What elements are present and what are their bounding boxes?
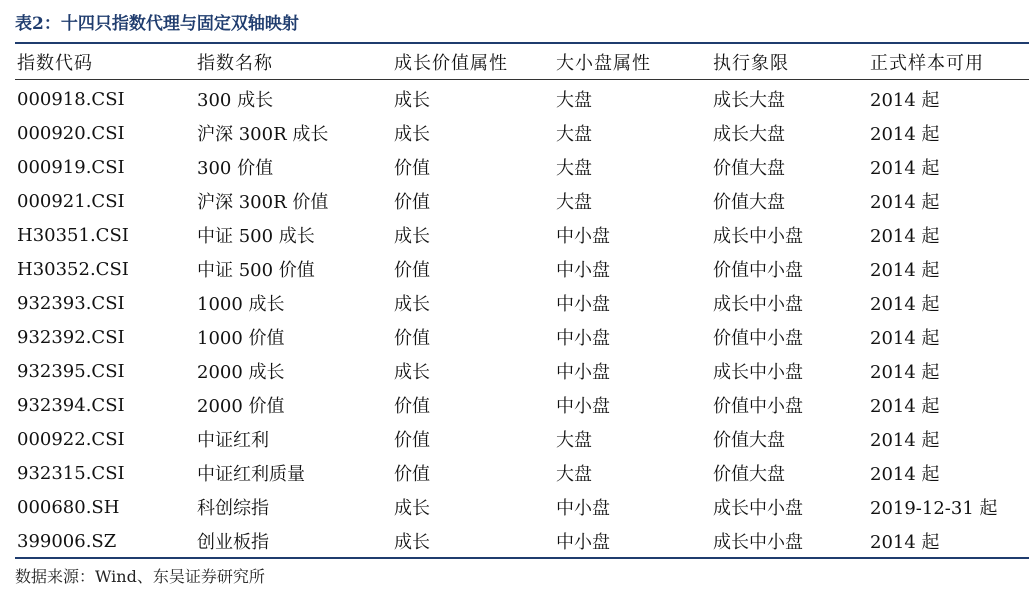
cell-size: 中小盘: [556, 362, 610, 383]
cell-size: 中小盘: [556, 396, 610, 417]
cell-index-code: 000680.SH: [17, 496, 120, 518]
cell-index-name: 中证红利: [197, 430, 269, 451]
table-row: [15, 422, 1029, 456]
cell-growth-value: 成长: [394, 90, 430, 111]
cell-size: 大盘: [556, 90, 592, 111]
table-row: [15, 150, 1029, 184]
cell-quadrant: 成长中小盘: [713, 498, 803, 519]
cell-quadrant: 成长中小盘: [713, 362, 803, 383]
cell-index-name: 2000 成长: [197, 362, 285, 383]
cell-growth-value: 成长: [394, 124, 430, 145]
cell-sample-available: 2014 起: [870, 158, 940, 179]
cell-index-code: 000920.CSI: [17, 122, 125, 144]
table-title: 表2：十四只指数代理与固定双轴映射: [15, 14, 299, 34]
cell-index-code: 932395.CSI: [17, 360, 125, 382]
cell-sample-available: 2014 起: [870, 260, 940, 281]
cell-size: 中小盘: [556, 328, 610, 349]
header-index-name: 指数名称: [197, 52, 273, 74]
header-quadrant: 执行象限: [713, 52, 789, 74]
cell-growth-value: 价值: [394, 260, 430, 281]
cell-sample-available: 2014 起: [870, 294, 940, 315]
cell-sample-available: 2019-12-31 起: [870, 498, 998, 519]
cell-quadrant: 价值中小盘: [713, 328, 803, 349]
cell-growth-value: 成长: [394, 294, 430, 315]
cell-size: 中小盘: [556, 498, 610, 519]
cell-size: 中小盘: [556, 260, 610, 281]
table-row: [15, 456, 1029, 490]
cell-growth-value: 价值: [394, 158, 430, 179]
table-row: [15, 286, 1029, 320]
cell-index-code: 000919.CSI: [17, 156, 125, 178]
cell-sample-available: 2014 起: [870, 328, 940, 349]
cell-sample-available: 2014 起: [870, 532, 940, 553]
cell-index-name: 1000 价值: [197, 328, 285, 349]
bottom-rule: [15, 557, 1029, 559]
cell-sample-available: 2014 起: [870, 90, 940, 111]
cell-growth-value: 价值: [394, 464, 430, 485]
cell-quadrant: 价值中小盘: [713, 396, 803, 417]
cell-index-name: 中证 500 价值: [197, 260, 315, 281]
cell-sample-available: 2014 起: [870, 362, 940, 383]
cell-index-code: H30352.CSI: [17, 258, 129, 280]
cell-size: 大盘: [556, 430, 592, 451]
cell-growth-value: 成长: [394, 226, 430, 247]
cell-quadrant: 成长中小盘: [713, 226, 803, 247]
cell-sample-available: 2014 起: [870, 464, 940, 485]
cell-index-code: 932392.CSI: [17, 326, 125, 348]
header-rule: [15, 79, 1029, 80]
cell-growth-value: 价值: [394, 328, 430, 349]
cell-index-name: 沪深 300R 价值: [197, 192, 329, 213]
header-growth-value: 成长价值属性: [394, 52, 508, 74]
cell-size: 大盘: [556, 124, 592, 145]
table-row: [15, 354, 1029, 388]
cell-size: 大盘: [556, 158, 592, 179]
cell-quadrant: 成长中小盘: [713, 294, 803, 315]
cell-index-code: 932393.CSI: [17, 292, 125, 314]
table-row: [15, 320, 1029, 354]
cell-index-code: 932394.CSI: [17, 394, 125, 416]
table-header-row: [15, 44, 1029, 79]
cell-growth-value: 价值: [394, 430, 430, 451]
table-row: [15, 252, 1029, 286]
cell-index-name: 创业板指: [197, 532, 269, 553]
cell-quadrant: 成长大盘: [713, 90, 785, 111]
cell-quadrant: 价值大盘: [713, 192, 785, 213]
cell-growth-value: 价值: [394, 396, 430, 417]
cell-index-code: H30351.CSI: [17, 224, 129, 246]
cell-sample-available: 2014 起: [870, 396, 940, 417]
cell-index-code: 000918.CSI: [17, 88, 125, 110]
cell-sample-available: 2014 起: [870, 124, 940, 145]
cell-size: 大盘: [556, 464, 592, 485]
cell-growth-value: 价值: [394, 192, 430, 213]
cell-sample-available: 2014 起: [870, 192, 940, 213]
cell-index-code: 000922.CSI: [17, 428, 125, 450]
cell-index-name: 中证红利质量: [197, 464, 305, 485]
table-row: [15, 490, 1029, 524]
cell-growth-value: 成长: [394, 532, 430, 553]
cell-quadrant: 成长大盘: [713, 124, 785, 145]
cell-index-code: 399006.SZ: [17, 530, 117, 552]
cell-size: 中小盘: [556, 294, 610, 315]
cell-quadrant: 价值大盘: [713, 464, 785, 485]
header-size: 大小盘属性: [556, 52, 651, 74]
table-row: [15, 524, 1029, 558]
cell-index-name: 沪深 300R 成长: [197, 124, 329, 145]
table-body: [15, 79, 1029, 558]
table-row: [15, 79, 1029, 116]
cell-index-name: 1000 成长: [197, 294, 285, 315]
cell-size: 中小盘: [556, 226, 610, 247]
cell-quadrant: 价值大盘: [713, 430, 785, 451]
cell-quadrant: 成长中小盘: [713, 532, 803, 553]
cell-index-code: 932315.CSI: [17, 462, 125, 484]
table-row: [15, 116, 1029, 150]
header-sample-available: 正式样本可用: [870, 52, 984, 74]
cell-index-name: 300 成长: [197, 90, 274, 111]
header-index-code: 指数代码: [17, 52, 93, 74]
cell-growth-value: 成长: [394, 498, 430, 519]
cell-quadrant: 价值大盘: [713, 158, 785, 179]
cell-index-name: 300 价值: [197, 158, 274, 179]
table-row: [15, 388, 1029, 422]
cell-index-name: 中证 500 成长: [197, 226, 315, 247]
source-note: 数据来源：Wind、东吴证券研究所: [15, 567, 265, 586]
table-row: [15, 218, 1029, 252]
cell-index-name: 2000 价值: [197, 396, 285, 417]
cell-growth-value: 成长: [394, 362, 430, 383]
cell-sample-available: 2014 起: [870, 226, 940, 247]
cell-size: 大盘: [556, 192, 592, 213]
cell-quadrant: 价值中小盘: [713, 260, 803, 281]
cell-index-name: 科创综指: [197, 498, 269, 519]
table-row: [15, 184, 1029, 218]
index-mapping-table: [15, 44, 1029, 558]
cell-size: 中小盘: [556, 532, 610, 553]
cell-sample-available: 2014 起: [870, 430, 940, 451]
cell-index-code: 000921.CSI: [17, 190, 125, 212]
